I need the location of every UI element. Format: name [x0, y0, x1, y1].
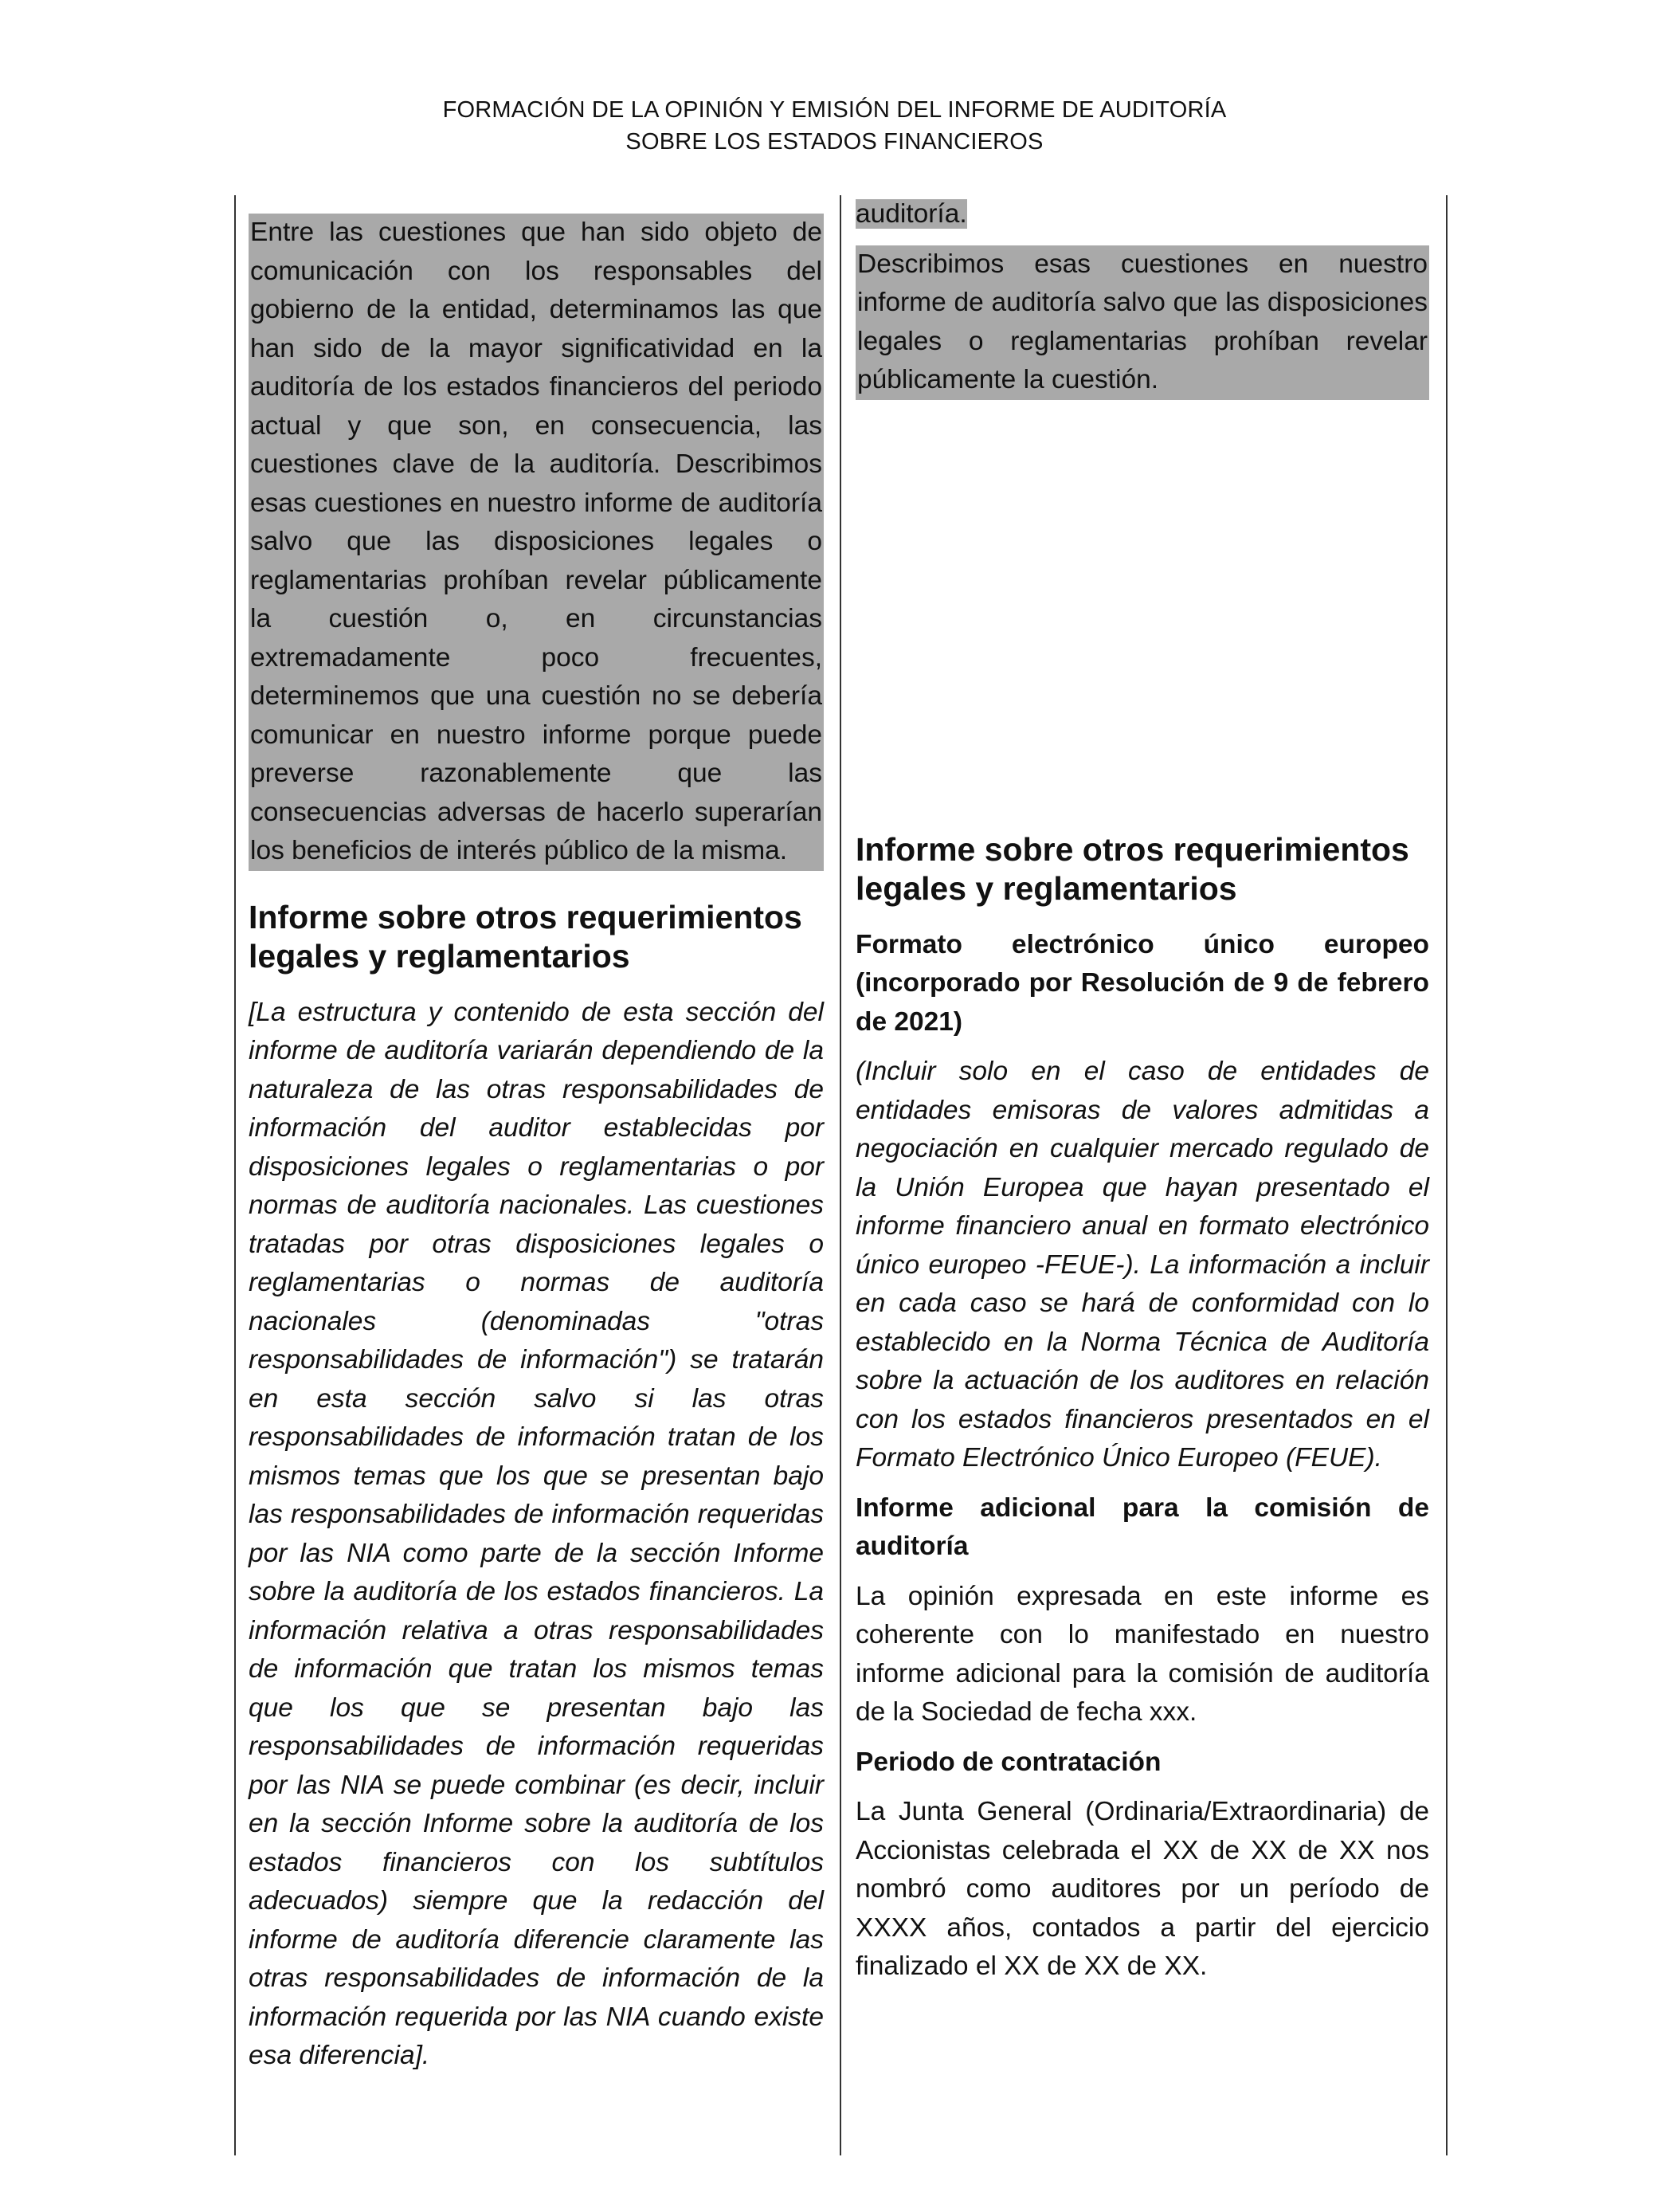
periodo-title: Periodo de contratación: [856, 1747, 1162, 1777]
header-line-2: SOBRE LOS ESTADOS FINANCIEROS: [625, 129, 1044, 155]
informe-adicional-title: Informe adicional para la comisión de auditoría: [856, 1492, 1429, 1561]
page-header: [0, 94, 1669, 158]
center-divider-rule: [840, 195, 841, 2155]
feue-title: Formato electrónico único europeo (incorporado por Resolución de 9 de febrero de 2021): [856, 929, 1429, 1037]
periodo-text: La Junta General (Ordinaria/Extraordinaria) de Accionistas celebrada el XX de XX de XX nos nombró como auditores por un período de XXXX años, contados a partir del ejercicio finalizado el XX de XX de XX.: [856, 1797, 1429, 1981]
right-column: [856, 195, 1429, 1986]
header-line-1: FORMACIÓN DE LA OPINIÓN Y EMISIÓN DEL INFORME DE AUDITORÍA: [442, 97, 1227, 123]
feue-note: (Incluir solo en el caso de entidades de entidades emisoras de valores admitidas a negociación en cualquier mercado regulado de la Unión Europea que hayan presentado el informe financiero anual en formato electrónico único europeo -FEUE-). La información a incluir en cada caso se hará de conformidad con lo establecido en la Norma Técnica de Auditoría sobre la actuación de los auditores en relación con los estados financieros presentados en el Formato Electrónico Único Europeo (FEUE).: [856, 1057, 1429, 1473]
right-section-heading: Informe sobre otros requerimientos legales y reglamentarios: [856, 830, 1409, 907]
structure-note-italic: [La estructura y contenido de esta sección del informe de auditoría variarán dependiendo de la naturaleza de las otras responsabilidades de información del auditor establecidas por disposiciones legales o reglamentarias o por normas de auditoría nacionales. Las cuestiones tratadas por otras disposiciones legales o reglamentarias o normas de auditoría nacionales (denominadas "otras responsabilidades de información") se tratarán en esta sección salvo si las otras responsabilidades de información tratan de los mismos temas que los que se presentan bajo las responsabilidades de información requeridas por las NIA como parte de la sección Informe sobre la auditoría de los estados financieros. La información relativa a otras responsabilidades de información que tratan los mismos temas que los que se presentan bajo las responsabilidades de información requeridas por las NIA se puede combinar (es decir, incluir en la sección Informe sobre la auditoría de los estados financieros con los subtítulos adecuados) siempre que la redacción del informe de auditoría diferencie claramente las otras responsabilidades de información de la información requerida por las NIA cuando existe esa diferencia].: [249, 997, 824, 2070]
left-section-heading: Informe sobre otros requerimientos legales y reglamentarios: [249, 898, 802, 975]
left-border-rule: [234, 195, 236, 2155]
continuation-text: auditoría.: [856, 199, 967, 229]
left-column: [249, 214, 824, 2076]
right-highlighted-paragraph: Describimos esas cuestiones en nuestro informe de auditoría salvo que las disposiciones legales o reglamentarias prohíban revelar públicamente la cuestión.: [856, 245, 1429, 400]
key-matters-highlighted-paragraph: Entre las cuestiones que han sido objeto de comunicación con los responsables del gobierno de la entidad, determinamos las que han sido de la mayor significatividad en la auditoría de los estados financieros del periodo actual y que son, en consecuencia, las cuestiones clave de la auditoría. Describimos esas cuestiones en nuestro informe de auditoría salvo que las disposiciones legales o reglamentarias prohíban revelar públicamente la cuestión o, en circunstancias extremadamente poco frecuentes, determinemos que una cuestión no se debería comunicar en nuestro informe porque puede preverse razonablemente que las consecuencias adversas de hacerlo superarían los beneficios de interés público de la misma.: [249, 214, 824, 871]
informe-adicional-text: La opinión expresada en este informe es coherente con lo manifestado en nuestro informe adicional para la comisión de auditoría de la Sociedad de fecha xxx.: [856, 1581, 1429, 1727]
right-border-rule: [1446, 195, 1448, 2155]
